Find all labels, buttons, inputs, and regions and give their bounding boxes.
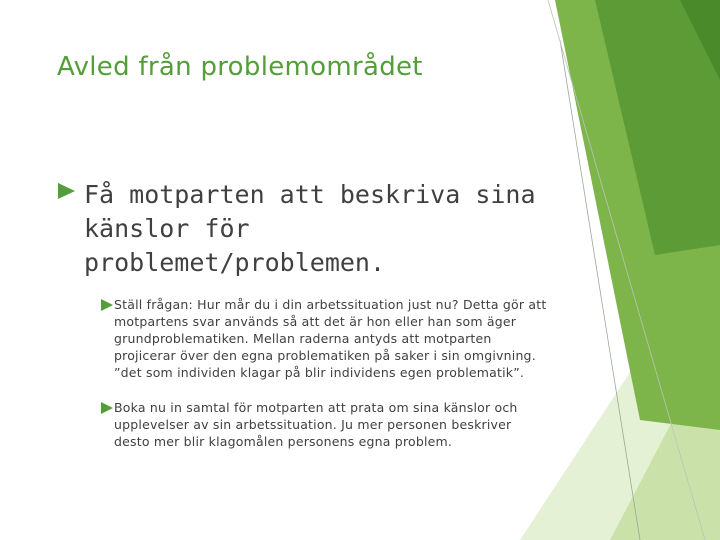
slide-title: Avled från problemområdet xyxy=(57,52,423,82)
sub-bullet xyxy=(107,399,547,450)
main-bullet xyxy=(58,178,548,280)
sub-bullet xyxy=(107,296,547,381)
main-bullet-text: Få motparten att beskriva sina känslor för problemet/problemen. xyxy=(84,180,536,277)
sub-bullet-text: Boka nu in samtal för motparten att prata om sina känslor och upplevelser av sin arbetssituation. Ju mer personen beskriver desto mer blir klagomålen personens egna problem. xyxy=(114,400,518,449)
green-arrow-bullet-icon xyxy=(101,402,113,414)
green-arrow-bullet-icon xyxy=(58,182,76,200)
sub-bullet-list xyxy=(107,296,547,468)
green-arrow-bullet-icon xyxy=(101,299,113,311)
sub-bullet-text: Ställ frågan: Hur mår du i din arbetssituation just nu? Detta gör att motpartens svar används så att det är hon eller han som äger grundproblematiken. Mellan raderna antyds att motparten projicerar över den egna problematiken på saker i sin omgivning. ”det som individen klagar på blir individens egen problematik”. xyxy=(114,297,547,380)
